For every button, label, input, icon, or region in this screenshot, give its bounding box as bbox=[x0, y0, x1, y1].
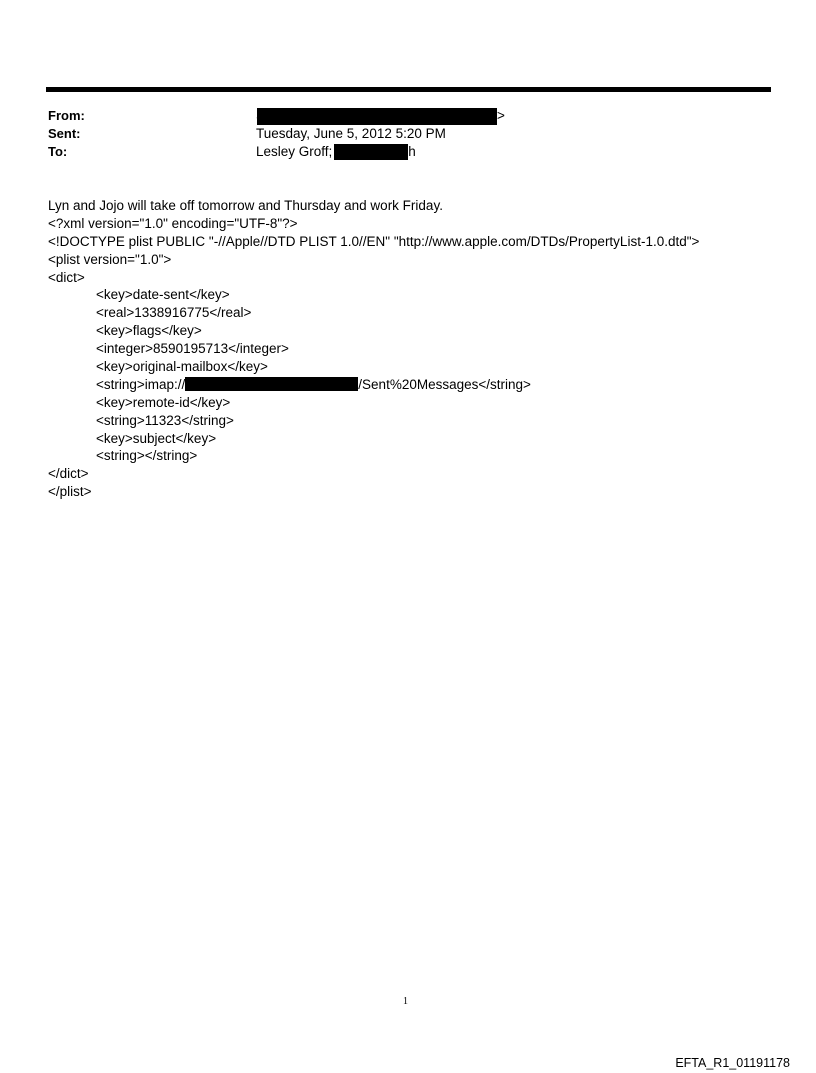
body-line bbox=[48, 376, 699, 394]
body-line bbox=[48, 269, 699, 287]
body-line bbox=[48, 322, 699, 340]
body-line-text: <key>original-mailbox</key> bbox=[96, 359, 268, 375]
to-name: Lesley Groff; bbox=[256, 144, 333, 159]
body-line-text: <key>flags</key> bbox=[96, 323, 202, 339]
body-line bbox=[48, 286, 699, 304]
body-line bbox=[48, 394, 699, 412]
body-line-text: <string></string> bbox=[96, 448, 198, 464]
from-redaction bbox=[257, 108, 497, 125]
body-line-text: <string>imap:// bbox=[96, 376, 186, 392]
to-tail: h bbox=[408, 144, 416, 159]
body-line bbox=[48, 215, 699, 233]
from-tail: > bbox=[497, 108, 505, 123]
body-line bbox=[48, 465, 699, 483]
body-line-text: <key>date-sent</key> bbox=[96, 287, 230, 303]
body-line bbox=[48, 412, 699, 430]
bates-number: EFTA_R1_01191178 bbox=[675, 1056, 790, 1070]
body-line-text: <key>subject</key> bbox=[96, 430, 217, 446]
body-line-text: /Sent%20Messages</string> bbox=[358, 376, 531, 392]
body-line bbox=[48, 430, 699, 448]
body-line bbox=[48, 233, 699, 251]
sent-label: Sent: bbox=[48, 126, 81, 141]
to-value bbox=[256, 143, 416, 161]
header-rule bbox=[46, 87, 771, 92]
body-line-text: <key>remote-id</key> bbox=[96, 394, 231, 410]
to-label: To: bbox=[48, 144, 68, 159]
body-line-text: </dict> bbox=[48, 466, 89, 482]
body-line bbox=[48, 483, 699, 501]
body-line bbox=[48, 358, 699, 376]
body-line-text: <integer>8590195713</integer> bbox=[96, 341, 289, 357]
from-label: From: bbox=[48, 108, 85, 123]
body-line-text: <string>11323</string> bbox=[96, 412, 234, 428]
body-line bbox=[48, 340, 699, 358]
body-line-text: <dict> bbox=[48, 269, 85, 285]
email-body bbox=[48, 197, 699, 501]
body-line-text: <plist version="1.0"> bbox=[48, 251, 172, 267]
body-line-text: <real>1338916775</real> bbox=[96, 305, 252, 321]
body-line bbox=[48, 197, 699, 215]
page-number: 1 bbox=[403, 996, 408, 1007]
body-line-text: </plist> bbox=[48, 484, 92, 500]
to-redaction bbox=[334, 144, 408, 160]
body-line bbox=[48, 251, 699, 269]
body-line-text: <!DOCTYPE plist PUBLIC "-//Apple//DTD PLIST 1.0//EN" "http://www.apple.com/DTDs/PropertyList-1.0.dtd"> bbox=[48, 233, 700, 249]
body-line bbox=[48, 304, 699, 322]
sent-value: Tuesday, June 5, 2012 5:20 PM bbox=[256, 126, 446, 141]
body-line bbox=[48, 447, 699, 465]
mailbox-redaction bbox=[185, 377, 358, 391]
body-line-text: <?xml version="1.0" encoding="UTF-8"?> bbox=[48, 215, 298, 231]
body-line-text: Lyn and Jojo will take off tomorrow and Thursday and work Friday. bbox=[48, 198, 443, 213]
from-value bbox=[256, 107, 505, 125]
